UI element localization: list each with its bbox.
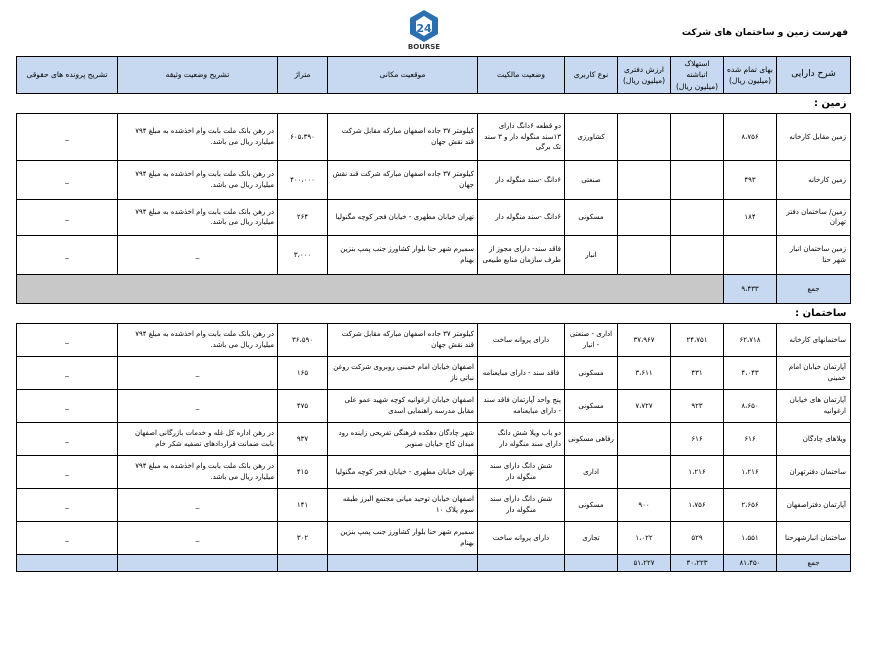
- cell: ۱۴۱: [278, 488, 328, 521]
- col-header: وضعیت مالکیت: [478, 57, 565, 94]
- land-total-row: [17, 274, 851, 303]
- cell: مسکونی: [565, 199, 618, 235]
- col-header: نوع کاربری: [565, 57, 618, 94]
- cell: ۲۶۴: [278, 199, 328, 235]
- cell: ۹۲۳: [671, 389, 724, 422]
- total-filler: [17, 274, 724, 303]
- col-header: بهای تمام شده (میلیون ریال): [724, 57, 777, 94]
- svg-text:24: 24: [416, 22, 432, 35]
- cell: [618, 199, 671, 235]
- total-filler: [328, 554, 478, 571]
- col-header: متراژ: [278, 57, 328, 94]
- cell: ۲۴،۷۵۱: [671, 323, 724, 356]
- header-row: [17, 57, 851, 94]
- cell: _: [118, 389, 278, 422]
- section-title: زمین :: [17, 93, 851, 113]
- cell: _: [17, 389, 118, 422]
- cell: _: [17, 113, 118, 160]
- cell: فاقد سند - دارای مبایعنامه: [478, 356, 565, 389]
- cell: زمین کارخانه: [777, 160, 851, 199]
- cell: زمین مقابل کارخانه: [777, 113, 851, 160]
- cell: مسکونی: [565, 356, 618, 389]
- col-header: شرح دارایی: [777, 57, 851, 94]
- cell: ۱،۷۵۶: [671, 488, 724, 521]
- cell: ۱،۰۲۲: [618, 521, 671, 554]
- cell: [618, 422, 671, 455]
- cell: اداری - صنعتی - انبار: [565, 323, 618, 356]
- col-header: تشریح پرونده های حقوقی: [17, 57, 118, 94]
- cell: آپارتمان دفتراصفهان: [777, 488, 851, 521]
- cell: کیلومتر ۳۷ جاده اصفهان مبارکه مقابل شرکت قند نقش جهان: [328, 323, 478, 356]
- table-row: [17, 488, 851, 521]
- cell: آپارتمان های خیابان ارغوانیه: [777, 389, 851, 422]
- section-buildings: [17, 303, 851, 323]
- cell: اداری: [565, 455, 618, 488]
- total-filler: [118, 554, 278, 571]
- cell: ۱،۲۱۶: [724, 455, 777, 488]
- cell: ۴۰۰،۰۰۰: [278, 160, 328, 199]
- col-header: تشریح وضعیت وثیقه: [118, 57, 278, 94]
- cell: ۴۹۳: [724, 160, 777, 199]
- cell: ۹۳۷: [278, 422, 328, 455]
- cell: [671, 235, 724, 274]
- cell: _: [118, 488, 278, 521]
- cell: رفاهی مسکونی: [565, 422, 618, 455]
- table-row: [17, 389, 851, 422]
- cell: ۴۷۵: [278, 389, 328, 422]
- table-row: [17, 113, 851, 160]
- cell: زمین/ ساختمان دفتر تهران: [777, 199, 851, 235]
- cell: ۱۶۵: [278, 356, 328, 389]
- cell: _: [17, 356, 118, 389]
- cell: ۳۶،۵۹۰: [278, 323, 328, 356]
- cell: _: [17, 488, 118, 521]
- cell: شهر چادگان دهکده فرهنگی تفریحی زاینده رود میدان کاج خیابان صنوبر: [328, 422, 478, 455]
- cell: ۴۳۱: [671, 356, 724, 389]
- cell: ۱۸۴: [724, 199, 777, 235]
- cell: ۶دانگ -سند منگوله دار: [478, 160, 565, 199]
- cell: ساختمانهای کارخانه: [777, 323, 851, 356]
- total-value: ۹،۴۳۳: [724, 274, 777, 303]
- cell: کشاورزی: [565, 113, 618, 160]
- cell: زمین ساختمان انبار شهر حنا: [777, 235, 851, 274]
- cell: پنج واحد آپارتمان فاقد سند - دارای مبایعنامه: [478, 389, 565, 422]
- cell: ویلاهای چادگان: [777, 422, 851, 455]
- cell: ۶۱۶: [671, 422, 724, 455]
- cell: سمیرم شهر حنا بلوار کشاورز جنب پمپ بنزین بهنام: [328, 521, 478, 554]
- buildings-total-row: [17, 554, 851, 571]
- cell: ۴،۰۴۳: [724, 356, 777, 389]
- total-cost: ۸۱،۴۵۰: [724, 554, 777, 571]
- table-row: [17, 455, 851, 488]
- cell: مسکونی: [565, 488, 618, 521]
- cell: ساختمان دفترتهران: [777, 455, 851, 488]
- cell: [671, 199, 724, 235]
- cell: شش دانگ دارای سند منگوله دار: [478, 455, 565, 488]
- cell: [724, 235, 777, 274]
- cell: ۸،۶۵۰: [724, 389, 777, 422]
- cell: _: [17, 455, 118, 488]
- total-book-value: ۵۱،۲۲۷: [618, 554, 671, 571]
- section-land: [17, 93, 851, 113]
- table-row: [17, 199, 851, 235]
- table-row: [17, 235, 851, 274]
- cell: مسکونی: [565, 389, 618, 422]
- cell: ۹۰۰: [618, 488, 671, 521]
- cell: _: [17, 521, 118, 554]
- col-header: استهلاک انباشته (میلیون ریال): [671, 57, 724, 94]
- cell: در رهن بانک ملت بابت وام اخذشده به مبلغ ۷۹۴ میلیارد ریال می باشد.: [118, 199, 278, 235]
- cell: اصفهان خیابان توحید میانی مجتمع البرز طبقه سوم پلاک ۱۰: [328, 488, 478, 521]
- cell: ۱،۵۵۱: [724, 521, 777, 554]
- cell: [618, 160, 671, 199]
- cell: _: [17, 199, 118, 235]
- cell: _: [17, 235, 118, 274]
- cell: ۳۰۲: [278, 521, 328, 554]
- cell: در رهن بانک ملت بابت وام اخذشده به مبلغ ۷۹۴ میلیارد ریال می باشد.: [118, 160, 278, 199]
- cell: شش دانگ دارای سند منگوله دار: [478, 488, 565, 521]
- cell: [618, 235, 671, 274]
- table-row: [17, 160, 851, 199]
- cell: ۶۱۶: [724, 422, 777, 455]
- cell: فاقد سند- دارای مجوز از طرف سازمان منابع طبیعی: [478, 235, 565, 274]
- cell: ۷،۷۲۷: [618, 389, 671, 422]
- cell: ۶۰۵،۳۹۰: [278, 113, 328, 160]
- cell: ۶دانگ -سند منگوله دار: [478, 199, 565, 235]
- cell: [618, 113, 671, 160]
- total-filler: [565, 554, 618, 571]
- cell: در رهن بانک ملت بابت وام اخذشده به مبلغ ۷۹۴ میلیارد ریال می باشد.: [118, 113, 278, 160]
- cell: دارای پروانه ساخت: [478, 521, 565, 554]
- cell: [618, 455, 671, 488]
- cell: _: [17, 160, 118, 199]
- total-label: جمع: [777, 274, 851, 303]
- col-header: ارزش دفتری (میلیون ریال): [618, 57, 671, 94]
- cell: در رهن اداره کل غله و خدمات بازرگانی اصفهان بابت ضمانت قراردادهای تصفیه شکر خام: [118, 422, 278, 455]
- total-depreciation: ۳۰،۲۲۳: [671, 554, 724, 571]
- cell: ۴۱۵: [278, 455, 328, 488]
- cell: _: [17, 323, 118, 356]
- section-title: ساختمان :: [17, 303, 851, 323]
- cell: ساختمان انبارشهرحنا: [777, 521, 851, 554]
- cell: صنعتی: [565, 160, 618, 199]
- logo-text: BOURSE: [407, 43, 441, 51]
- total-label: جمع: [777, 554, 851, 571]
- cell: ۳،۶۱۱: [618, 356, 671, 389]
- table-row: [17, 356, 851, 389]
- cell: دو قطعه ۶دانگ دارای ۱۳سند منگوله دار و ۳ سند تک برگی: [478, 113, 565, 160]
- cell: _: [118, 235, 278, 274]
- total-filler: [278, 554, 328, 571]
- total-filler: [478, 554, 565, 571]
- assets-table: [16, 56, 851, 572]
- col-header: موقعیت مکانی: [328, 57, 478, 94]
- cell: _: [118, 356, 278, 389]
- cell: _: [17, 422, 118, 455]
- cell: دارای پروانه ساخت: [478, 323, 565, 356]
- cell: اصفهان خیابان ارغوانیه کوچه شهید عمو علی مقابل مدرسه راهنمایی اسدی: [328, 389, 478, 422]
- total-filler: [17, 554, 118, 571]
- cell: [671, 160, 724, 199]
- cell: ۳،۰۰۰: [278, 235, 328, 274]
- cell: اصفهان خیابان امام خمینی روبروی شرکت روغن نباتی ناز: [328, 356, 478, 389]
- cell: [671, 113, 724, 160]
- cell: ۶۲،۷۱۸: [724, 323, 777, 356]
- bourse-logo: [398, 8, 450, 52]
- cell: تهران خیابان مطهری - خیابان فجر کوچه مگنولیا: [328, 199, 478, 235]
- cell: دو باب ویلا شش دانگ دارای سند منگوله دار: [478, 422, 565, 455]
- cell: تجاری: [565, 521, 618, 554]
- table-row: [17, 422, 851, 455]
- cell: کیلومتر ۳۷ جاده اصفهان مبارکه شرکت قند نقش جهان: [328, 160, 478, 199]
- cell: در رهن بانک ملت بابت وام اخذشده به مبلغ ۷۹۴ میلیارد ریال می باشد.: [118, 455, 278, 488]
- cell: ۱،۲۱۶: [671, 455, 724, 488]
- cell: سمیرم شهر حنا بلوار کشاورز جنب پمپ بنزین بهنام: [328, 235, 478, 274]
- page-title: فهرست زمین و ساختمان های شرکت: [681, 28, 848, 38]
- cell: در رهن بانک ملت بابت وام اخذشده به مبلغ ۷۹۴ میلیارد ریال می باشد.: [118, 323, 278, 356]
- cell: آپارتمان خیابان امام خمینی: [777, 356, 851, 389]
- cell: انبار: [565, 235, 618, 274]
- cell: ۵۲۹: [671, 521, 724, 554]
- cell: تهران خیابان مطهری - خیابان فجر کوچه مگنولیا: [328, 455, 478, 488]
- cell: ۸،۷۵۶: [724, 113, 777, 160]
- table-row: [17, 323, 851, 356]
- table-row: [17, 521, 851, 554]
- cell: کیلومتر ۳۷ جاده اصفهان مبارکه مقابل شرکت قند نقش جهان: [328, 113, 478, 160]
- cell: _: [118, 521, 278, 554]
- cell: ۲،۶۵۶: [724, 488, 777, 521]
- cell: ۳۷،۹۶۷: [618, 323, 671, 356]
